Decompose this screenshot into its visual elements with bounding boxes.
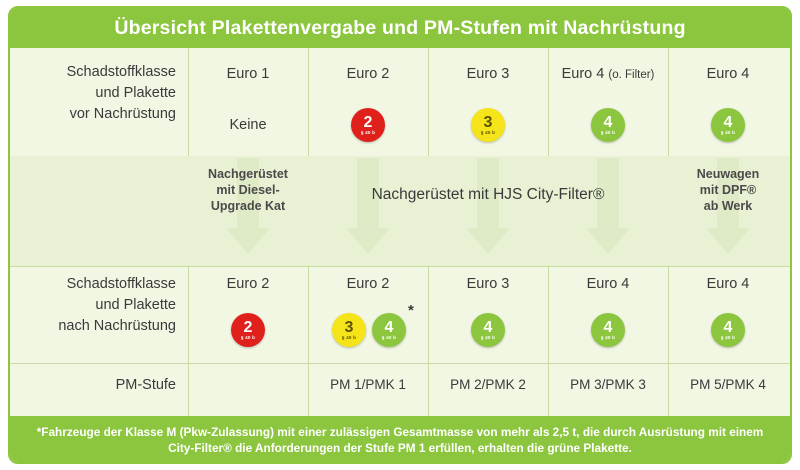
badge-sublabel: § 40 b <box>341 335 357 340</box>
before-col3-euro: Euro 3 <box>466 66 510 82</box>
badge-number: 4 <box>384 319 394 336</box>
footnote-line2: City-Filter® die Anforderungen der Stufe PM 1 erfüllen, erhalten die grüne Plakette. <box>168 441 632 455</box>
badge-sublabel: § 40 b <box>600 130 616 135</box>
before-col3-plakette-badge <box>471 108 505 142</box>
band-col5-line3: ab Werk <box>703 199 753 213</box>
row-label-before-line2: und Plakette <box>95 85 176 101</box>
footnote-line1: *Fahrzeuge der Klasse M (Pkw-Zulassung) mit einer zulässigen Gesamtmasse von mehr als 2,5 t, die durch Ausrüstung mit einem <box>36 425 764 439</box>
footnote <box>10 416 790 464</box>
band-col1-line3: Upgrade Kat <box>210 199 286 213</box>
badge-sublabel: § 40 b <box>240 335 256 340</box>
after-col2-plakette-badge-green <box>372 313 406 347</box>
after-col4-plakette-badge <box>591 313 625 347</box>
badge-number: 4 <box>603 319 613 336</box>
row-label-after-line3: nach Nachrüstung <box>58 318 176 334</box>
badge-number: 3 <box>344 319 354 336</box>
retrofit-arrow-col2 <box>346 158 390 262</box>
badge-sublabel: § 40 b <box>600 335 616 340</box>
pm-value-col4: PM 3/PMK 3 <box>570 377 646 392</box>
row-label-pm: PM-Stufe <box>115 377 176 393</box>
before-col4-euro-note: (o. Filter) <box>608 69 655 81</box>
after-col1-euro: Euro 2 <box>226 276 270 292</box>
badge-number: 4 <box>603 114 613 131</box>
retrofit-arrow-col4 <box>586 158 630 262</box>
after-col3-plakette-badge <box>471 313 505 347</box>
badge-number: 3 <box>483 114 493 131</box>
badge-number: 4 <box>483 319 493 336</box>
pm-value-col2: PM 1/PMK 1 <box>330 377 406 392</box>
badge-sublabel: § 40 b <box>480 130 496 135</box>
before-col1-euro: Euro 1 <box>226 66 270 82</box>
badge-number: 4 <box>723 319 733 336</box>
badge-number: 2 <box>363 114 373 131</box>
page-title: Übersicht Plakettenvergabe und PM-Stufen mit Nachrüstung <box>10 8 790 48</box>
row-label-after-line2: und Plakette <box>95 297 176 313</box>
row-label-after <box>16 274 176 337</box>
band-col5-line2: mit DPF® <box>699 183 757 197</box>
grid-divider <box>10 266 790 267</box>
infographic-panel <box>8 6 792 464</box>
grid-divider <box>10 363 790 364</box>
badge-number: 2 <box>243 319 253 336</box>
band-col5-line1: Neuwagen <box>696 167 760 181</box>
badge-number: 4 <box>723 114 733 131</box>
retrofit-arrow-col3 <box>466 158 510 262</box>
before-col5-euro: Euro 4 <box>706 66 750 82</box>
badge-sublabel: § 40 b <box>720 335 736 340</box>
after-col2-plakette-badge-yellow <box>332 313 366 347</box>
after-col5-plakette-badge <box>711 313 745 347</box>
after-col2-euro: Euro 2 <box>346 276 390 292</box>
before-col2-euro: Euro 2 <box>346 66 390 82</box>
after-col3-euro: Euro 3 <box>466 276 510 292</box>
row-label-before <box>16 62 176 125</box>
row-label-before-line1: Schadstoffklasse <box>66 64 176 80</box>
band-col1-line2: mit Diesel- <box>216 183 280 197</box>
band-col1-line1: Nachgerüstet <box>208 167 288 181</box>
badge-sublabel: § 40 b <box>480 335 496 340</box>
before-col2-plakette-badge <box>351 108 385 142</box>
pm-value-col5: PM 5/PMK 4 <box>690 377 766 392</box>
row-label-after-line1: Schadstoffklasse <box>66 276 176 292</box>
before-col4-euro <box>548 66 668 82</box>
badge-sublabel: § 40 b <box>360 130 376 135</box>
band-col5-text <box>668 166 788 214</box>
before-col4-plakette-badge <box>591 108 625 142</box>
before-col5-plakette-badge <box>711 108 745 142</box>
footnote-asterisk-marker: * <box>408 302 414 319</box>
after-col1-plakette-badge <box>231 313 265 347</box>
band-col1-text <box>188 166 308 214</box>
band-center-text: Nachgerüstet mit HJS City-Filter® <box>371 186 605 203</box>
row-label-before-line3: vor Nachrüstung <box>69 106 176 122</box>
badge-sublabel: § 40 b <box>381 335 397 340</box>
before-col1-plakette-keine: Keine <box>229 117 267 133</box>
after-col5-euro: Euro 4 <box>706 276 750 292</box>
badge-sublabel: § 40 b <box>720 130 736 135</box>
after-col4-euro: Euro 4 <box>586 276 630 292</box>
pm-value-col3: PM 2/PMK 2 <box>450 377 526 392</box>
before-col4-euro-text: Euro 4 <box>561 66 605 82</box>
